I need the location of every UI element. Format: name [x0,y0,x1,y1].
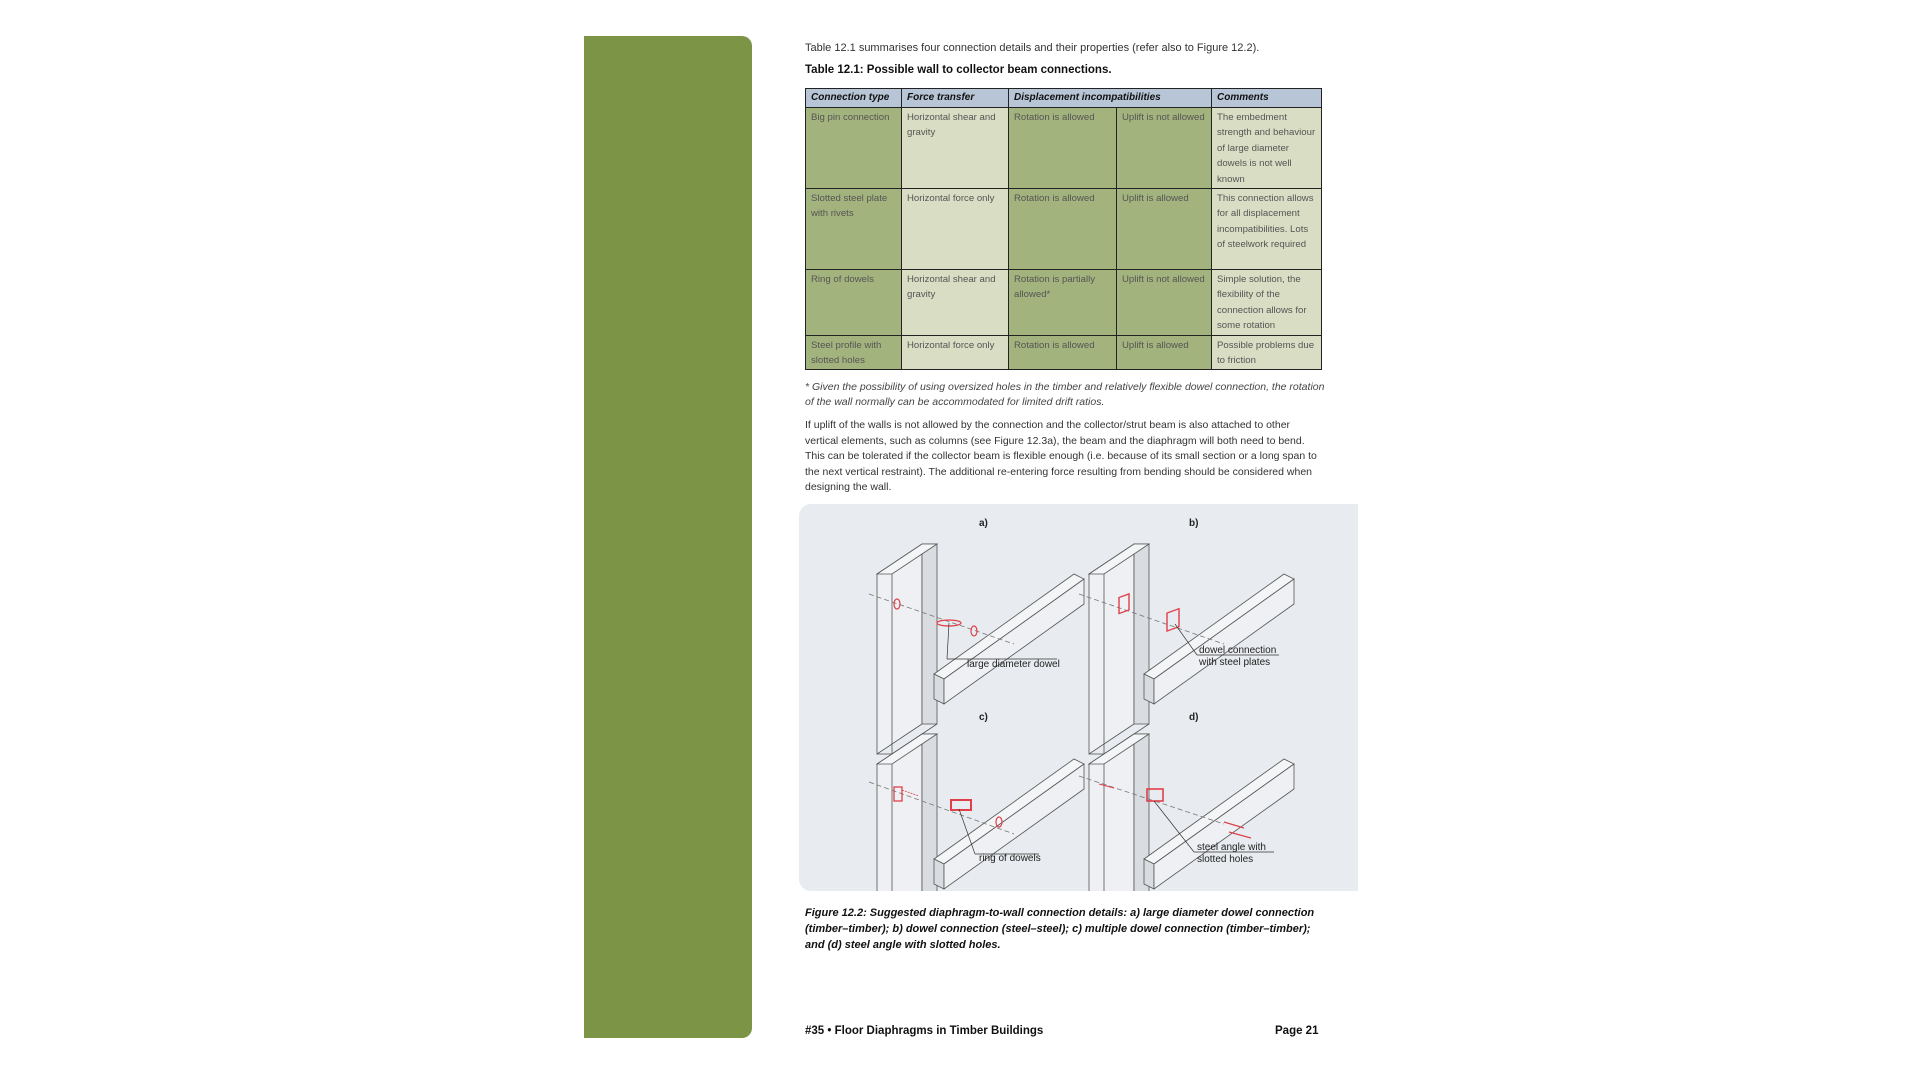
cell-connection: Big pin connection [806,107,902,188]
cell-uplift: Uplift is allowed [1117,188,1212,269]
header-connection-type: Connection type [806,89,902,108]
table-row [806,107,1322,188]
panel-a-label: a) [979,518,988,529]
cell-uplift: Uplift is allowed [1117,335,1212,369]
figure-caption: Figure 12.2: Suggested diaphragm-to-wall connection details: a) large diameter dowel connection (timber–timber); b) dowel connection (steel–steel); c) multiple dowel connection (timber–timber); and (d) steel angle with slotted holes. [805,907,1315,951]
cell-rotation: Rotation is allowed [1009,335,1117,369]
label-dowel-connection-l2: with steel plates [1199,657,1271,668]
label-steel-angle-l2: slotted holes [1197,854,1254,865]
cell-rotation: Rotation is allowed [1009,107,1117,188]
cell-comments: Simple solution, the flexibility of the connection allows for some rotation [1212,269,1322,335]
diagram-c [869,734,1084,891]
page-number: Page 21 [1275,1025,1319,1037]
panel-d-label: d) [1189,712,1199,723]
label-ring-of-dowels: ring of dowels [979,853,1041,864]
diagram-d [1079,734,1294,891]
header-comments: Comments [1212,89,1322,108]
panel-c-label: c) [979,712,988,723]
cell-rotation: Rotation is partially allowed* [1009,269,1117,335]
label-steel-angle-l1: steel angle with [1197,842,1266,853]
panel-b-label: b) [1189,518,1199,529]
cell-rotation: Rotation is allowed [1009,188,1117,269]
cell-uplift: Uplift is not allowed [1117,269,1212,335]
cell-connection: Slotted steel plate with rivets [806,188,902,269]
cell-force: Horizontal shear and gravity [902,269,1009,335]
connection-diagrams [799,504,1358,891]
green-sidebar-band [584,36,752,1038]
cell-force: Horizontal force only [902,188,1009,269]
cell-comments: This connection allows for all displacement incompatibilities. Lots of steelwork required [1212,188,1322,269]
cell-force: Horizontal force only [902,335,1009,369]
table-row [806,335,1322,369]
body-paragraph: If uplift of the walls is not allowed by the connection and the collector/strut beam is also attached to other vertical elements, such as columns (see Figure 12.3a), the beam and the diaphragm will both need to bend. This can be tolerated if the collector beam is flexible enough (i.e. because of its small section or a long span to the next vertical restraint). The additional re-entering force resulting from bending should be considered when designing the wall. [805,419,1317,494]
cell-comments: The embedment strength and behaviour of large diameter dowels is not well known [1212,107,1322,188]
cell-connection: Ring of dowels [806,269,902,335]
cell-uplift: Uplift is not allowed [1117,107,1212,188]
cell-connection: Steel profile with slotted holes [806,335,902,369]
figure-12-2 [799,504,1358,891]
label-large-diameter-dowel: large diameter dowel [967,659,1060,670]
intro-text: Table 12.1 summarises four connection details and their properties (refer also to Figure 12.2). [805,42,1260,54]
table-row [806,269,1322,335]
table-footnote: * Given the possibility of using oversized holes in the timber and relatively flexible dowel connection, the rotation of the wall normally can be accommodated for limited drift ratios. [805,381,1325,408]
header-displacement: Displacement incompatibilities [1009,89,1212,108]
cell-comments: Possible problems due to friction [1212,335,1322,369]
connections-table [805,88,1322,370]
table-row [806,188,1322,269]
table-header-row [806,89,1322,108]
diagram-b [1079,544,1294,754]
table-title: Table 12.1: Possible wall to collector beam connections. [805,64,1112,76]
header-force-transfer: Force transfer [902,89,1009,108]
diagram-a [869,544,1084,754]
footer-title: #35 • Floor Diaphragms in Timber Buildings [805,1025,1044,1037]
label-dowel-connection-l1: dowel connection [1199,645,1277,656]
cell-force: Horizontal shear and gravity [902,107,1009,188]
